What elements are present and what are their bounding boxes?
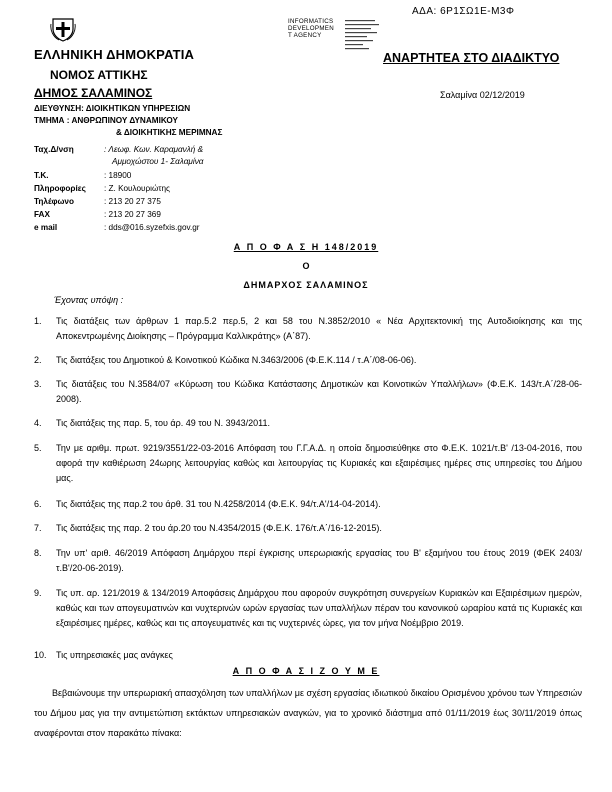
agency-fine-print-icon <box>345 19 385 53</box>
phone-label: Τηλέφωνο <box>34 197 74 206</box>
agency-line-1: INFORMATICS <box>288 18 334 25</box>
list-item-text: Τις διατάξεις της παρ.2 του άρθ. 31 του Ν.4258/2014 (Φ.Ε.Κ. 94/τ.Α'/14-04-2014). <box>56 499 381 509</box>
department-block <box>34 103 223 137</box>
list-item <box>34 648 582 663</box>
list-item-number: 4. <box>34 418 42 428</box>
list-item-text: Τις υπ. αρ. 121/2019 & 134/2019 Αποφάσεις Δημάρχου που αφορούν συγκρότηση συνεργείων Κυριακών και Εξαιρέσιμων ημερών, καθώς και των απογευματινών και νυχτερινών ωρών εργασίας των υπαλλήλων πέραν του κανονικού ωραρίου κατά τις Κυριακές και εξαιρέσιμες ημέρες, καθώς και τις απογευματινές και τις νυχτερινές ώρες, για τον μήνα Νοέμβριο 2019. <box>56 588 582 628</box>
address-value-2: Αμμοχώστου 1- Σαλαμίνα <box>112 157 204 166</box>
email-value: : dds@016.syzefxis.gov.gr <box>104 223 200 232</box>
list-item <box>34 416 582 431</box>
fax-value: : 213 20 27 369 <box>104 210 161 219</box>
list-item-text: Τις υπηρεσιακές μας ανάγκες <box>56 650 173 660</box>
postal-code-value: : 18900 <box>104 171 132 180</box>
list-item <box>34 314 582 344</box>
section-line-2: & ΔΙΟΙΚΗΤΙΚΗΣ ΜΕΡΙΜΝΑΣ <box>116 128 223 137</box>
ada-code: ΑΔΑ: 6Ρ1ΣΩ1Ε-Μ3Φ <box>412 6 515 17</box>
agency-line-3: T AGENCY <box>288 32 322 39</box>
list-item-text: Την υπ' αριθ. 46/2019 Απόφαση Δημάρχου περί έγκρισης υπερωριακής εργασίας του Β' εξαμήνου του έτους 2019 (ΦΕΚ 2403/ τ.Β'/20-06-2019). <box>56 548 582 573</box>
list-item-text: Τις διατάξεις της παρ. 5, του άρ. 49 του Ν. 3943/2011. <box>56 418 270 428</box>
directorate-line: ΔΙΕΥΘΥΝΣΗ: ΔΙΟΙΚΗΤΙΚΩΝ ΥΠΗΡΕΣΙΩΝ <box>34 104 191 113</box>
list-item-number: 10. <box>34 650 47 660</box>
municipality-title: ΔΗΜΟΣ ΣΑΛΑΜΙΝΟΣ <box>34 86 153 100</box>
document-date: Σαλαμίνα 02/12/2019 <box>440 90 525 100</box>
address-label: Ταχ.Δ/νση <box>34 145 74 154</box>
list-item-number: 8. <box>34 548 42 558</box>
info-value: : Ζ. Κουλουριώτης <box>104 184 170 193</box>
having-considered: Έχοντας υπόψη : <box>54 295 124 305</box>
list-item <box>34 546 582 576</box>
final-paragraph: Βεβαιώνουμε την υπερωριακή απασχόληση των υπαλλήλων με σχέση εργασίας ιδιωτικού δικαίου Ορισμένου χρόνου των Υπηρεσιών του Δήμου μας για την αντιμετώπιση εκτάκτων υπηρεσιακών αναγκών, για το χρονικό διάστημα από 01/11/2019 έως 30/11/2019 όπως αναφέρονται στον παρακάτω πίνακα: <box>34 688 582 738</box>
fax-label: FAX <box>34 210 50 219</box>
prefecture-title: ΝΟΜΟΣ ΑΤΤΙΚΗΣ <box>50 68 148 82</box>
list-item-text: Τις διατάξεις των άρθρων 1 παρ.5.2 περ.5, 2 και 58 του Ν.3852/2010 « Νέα Αρχιτεκτονική της Αυτοδιοίκησης και της Αποκεντρωμένης Διοίκησης – Πρόγραμμα Καλλικράτης» (Α΄87). <box>56 316 582 341</box>
decision-title: Α Π Ο Φ Α Σ Η 148/2019 <box>233 242 379 252</box>
postal-code-label: Τ.Κ. <box>34 171 49 180</box>
list-item-number: 6. <box>34 499 42 509</box>
mayor-title: ΔΗΜΑΡΧΟΣ ΣΑΛΑΜΙΝΟΣ <box>243 280 369 290</box>
list-item-text: Τις διατάξεις του Ν.3584/07 «Κύρωση του Κώδικα Κατάστασης Δημοτικών και Κοινοτικών Υπαλλήλων» (Φ.Ε.Κ. 143/τ.Α΄/28-06-2008). <box>56 379 582 404</box>
list-item <box>34 441 582 486</box>
agency-fine-print-marks <box>345 19 385 54</box>
list-item-number: 7. <box>34 523 42 533</box>
agency-line-2: DEVELOPMEN <box>288 25 334 32</box>
state-title: ΕΛΛΗΝΙΚΗ ΔΗΜΟΚΡΑΤΙΑ <box>34 47 195 62</box>
list-item-text: Τις διατάξεις της παρ. 2 του άρ.20 του Ν.4354/2015 (Φ.Ε.Κ. 176/τ.Α΄/16-12-2015). <box>56 523 382 533</box>
greek-emblem-icon <box>50 16 76 42</box>
posting-notice: ΑΝΑΡΤΗΤΕΑ ΣΤΟ ΔΙΑΔΙΚΤΥΟ <box>383 51 560 65</box>
list-item-number: 1. <box>34 316 42 326</box>
list-item-text: Την με αριθμ. πρωτ. 9219/3551/22-03-2016 Απόφαση του Γ.Γ.Α.Δ. η οποία δημοσιεύθηκε στο Φ.Ε.Κ. 1021/τ.Β' /13-04-2016, που αφορά την καθιέρωση 24ωρης λειτουργίας καθώς και λειτουργίας τις Κυριακές και εξαιρέσιμες ημέρες στις υπηρεσίες του Δήμου μας. <box>56 443 582 483</box>
list-item <box>34 497 582 512</box>
list-item <box>34 377 582 407</box>
agency-label <box>288 18 334 39</box>
list-item-text: Τις διατάξεις του Δημοτικού & Κοινοτικού Κώδικα Ν.3463/2006 (Φ.Ε.Κ.114 / τ.Α΄/08-06-06). <box>56 355 417 365</box>
list-item-number: 9. <box>34 588 42 598</box>
list-item <box>34 586 582 631</box>
email-label: e mail <box>34 223 58 232</box>
list-item-number: 5. <box>34 443 42 453</box>
address-value-1: : Λεωφ. Κων. Καραμανλή & <box>104 145 204 154</box>
section-line-1: ΤΜΗΜΑ : ΑΝΘΡΩΠΙΝΟΥ ΔΥΝΑΜΙΚΟΥ <box>34 116 178 125</box>
list-item <box>34 353 582 368</box>
decide-title: Α Π Ο Φ Α Σ Ι Ζ Ο Υ Μ Ε <box>232 666 380 676</box>
info-label: Πληροφορίες <box>34 184 86 193</box>
phone-value: : 213 20 27 375 <box>104 197 161 206</box>
list-item-number: 3. <box>34 379 42 389</box>
list-item-number: 2. <box>34 355 42 365</box>
article-o: Ο <box>302 261 310 271</box>
list-item <box>34 521 582 536</box>
